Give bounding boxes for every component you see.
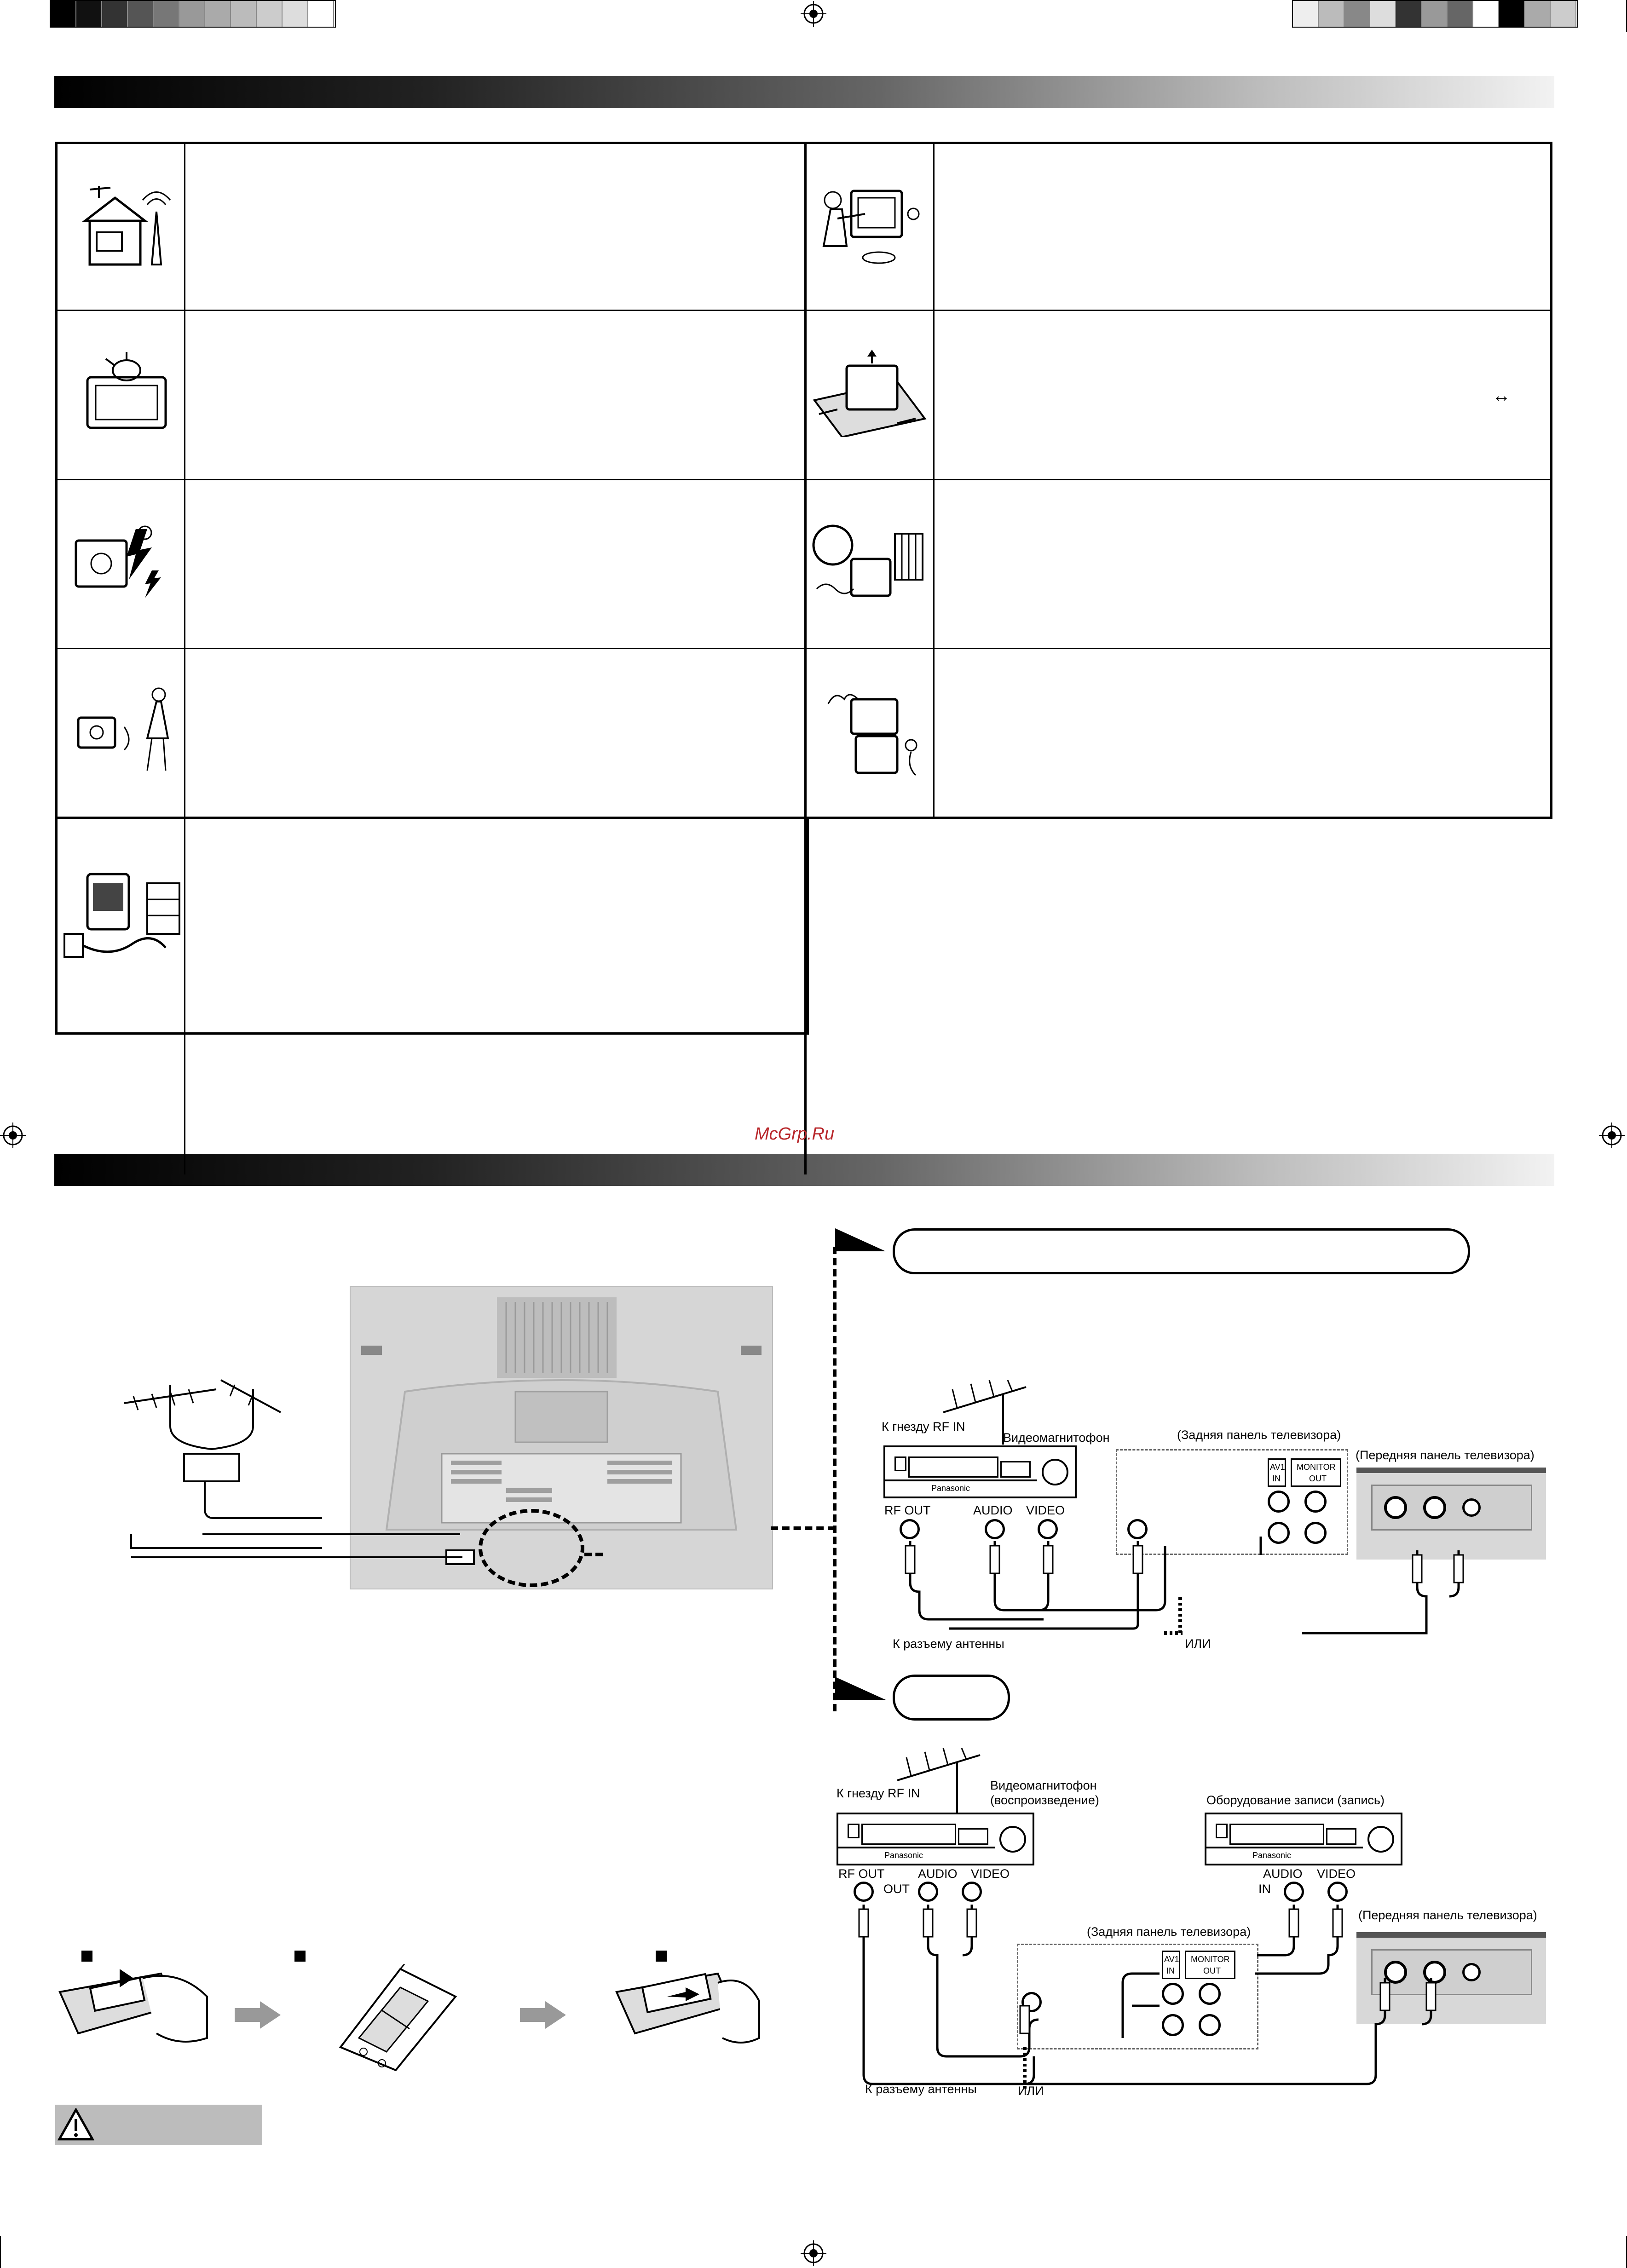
- recording-cables: [837, 1900, 1546, 2112]
- front-panel-label: (Передняя панель телевизора): [1356, 1448, 1535, 1462]
- audio-label: AUDIO: [973, 1503, 1013, 1517]
- rec-rf-out-label: RF OUT: [838, 1867, 885, 1881]
- rec-vcr-label: Видеомагнитофон: [990, 1779, 1097, 1792]
- connection-header-pill: [893, 1228, 1470, 1274]
- rec-av1-in-label: IN: [1166, 1966, 1175, 1975]
- recorder-video-label: VIDEO: [1317, 1867, 1356, 1881]
- rec-audio-out-label: OUT: [883, 1882, 910, 1896]
- remote-batteries-icon: [331, 1964, 469, 2075]
- rec-or-label: ИЛИ: [1018, 2084, 1044, 2098]
- rf-out-label: RF OUT: [884, 1503, 931, 1517]
- registration-mark-bottom: [801, 2240, 826, 2266]
- warning-triangle-icon: [58, 2108, 94, 2141]
- playback-vcr-device: [837, 1813, 1034, 1865]
- arrow-right-icon: [235, 2001, 281, 2029]
- remote-close-cover-icon: [607, 1955, 764, 2061]
- tv-lightning-icon: [71, 520, 168, 607]
- front-audio-jack: [1384, 1496, 1407, 1519]
- rec-av1-label: AV1: [1164, 1955, 1179, 1964]
- dashed-connector: [833, 1247, 837, 1711]
- rec-monitor-out-label: OUT: [1203, 1966, 1221, 1975]
- registration-mark-left: [0, 1122, 26, 1148]
- rear-panel-label: (Задняя панель телевизора): [1177, 1428, 1341, 1442]
- tv-ventilation-icon: [810, 350, 929, 437]
- jack-highlight-circle: [479, 1509, 584, 1587]
- recorder-audio-in-jack: [1284, 1882, 1304, 1902]
- arrow-right-icon: [520, 2001, 566, 2029]
- outdoor-antennas-icon: [115, 1376, 322, 1587]
- recorder-audio-in-label: IN: [1258, 1882, 1271, 1896]
- vcr-brand: Panasonic: [931, 1484, 970, 1493]
- av1-audio-jack: [1268, 1491, 1290, 1513]
- tv-liquid-icon: [74, 685, 184, 777]
- tv-heat-icon: [808, 520, 927, 607]
- front-headphone-jack: [1462, 1498, 1481, 1517]
- rec-video-out-jack: [962, 1882, 982, 1902]
- playback-vcr-brand: Panasonic: [884, 1851, 923, 1860]
- crop-mark: [0, 2236, 1, 2268]
- recorder-brand: Panasonic: [1252, 1851, 1292, 1860]
- recorder-audio-label: AUDIO: [1263, 1867, 1303, 1881]
- watermark: McGrp.Ru: [755, 1124, 835, 1144]
- or-label: ИЛИ: [1185, 1637, 1211, 1651]
- tv-objects-icon: [83, 350, 175, 432]
- recorder-device: [1205, 1813, 1402, 1865]
- pointer-arrow-icon: [835, 1228, 886, 1251]
- monitor-out-label: OUT: [1309, 1474, 1327, 1483]
- av1-in-label: IN: [1272, 1474, 1281, 1483]
- left-right-arrow-icon: ↔: [1492, 386, 1511, 406]
- rec-front-panel-label: (Передняя панель телевизора): [1358, 1908, 1537, 1922]
- monitor-label: MONITOR: [1297, 1462, 1336, 1472]
- rec-monitor-label: MONITOR: [1191, 1955, 1230, 1964]
- house-antenna-icon: [71, 184, 173, 271]
- rec-rf-out-jack: [854, 1882, 874, 1902]
- tv-smoke-icon: [819, 685, 929, 782]
- rec-antenna-connector-label: К разъему антенны: [865, 2082, 977, 2096]
- color-strip-left: [50, 0, 336, 28]
- recorder-video-in-jack: [1327, 1882, 1348, 1902]
- vcr-device: [883, 1445, 1077, 1498]
- pointer-arrow-icon: [835, 1677, 886, 1700]
- rec-playback-label: (воспроизведение): [990, 1793, 1099, 1807]
- vcr-label: Видеомагнитофон: [1003, 1431, 1110, 1445]
- registration-mark-right: [1599, 1122, 1625, 1148]
- rec-audio-label: AUDIO: [918, 1867, 958, 1881]
- rf-in-label: К гнезду RF IN: [882, 1420, 965, 1433]
- rec-rear-panel-label: (Задняя панель телевизора): [1087, 1925, 1251, 1939]
- rec-rf-in-label: К гнезду RF IN: [837, 1786, 920, 1800]
- color-strip-right: [1292, 0, 1578, 28]
- tv-power-plug-icon: [60, 865, 184, 971]
- rec-equipment-label: Оборудование записи (запись): [1206, 1793, 1385, 1807]
- section-header-bar-safety: [54, 76, 1554, 108]
- tv-cleaning-icon: [810, 182, 929, 274]
- antenna-connector-label: К разъему антенны: [893, 1637, 1004, 1651]
- antenna-cable: [202, 1533, 460, 1535]
- step-bullet: [294, 1951, 306, 1962]
- recording-header-pill: [893, 1675, 1010, 1721]
- rec-audio-out-jack: [918, 1882, 938, 1902]
- av1-label: AV1: [1270, 1462, 1285, 1472]
- dashed-connector: [584, 1553, 603, 1556]
- rec-video-label: VIDEO: [971, 1867, 1010, 1881]
- video-label: VIDEO: [1026, 1503, 1065, 1517]
- registration-mark-top: [801, 1, 826, 27]
- safety-table: [55, 142, 1552, 819]
- antenna-icon: [893, 1748, 994, 1813]
- remote-open-cover-icon: [51, 1955, 216, 2061]
- antenna-cable: [131, 1556, 462, 1558]
- monitor-audio-jack: [1304, 1491, 1327, 1513]
- dashed-connector: [771, 1526, 835, 1530]
- front-video-jack: [1423, 1496, 1446, 1519]
